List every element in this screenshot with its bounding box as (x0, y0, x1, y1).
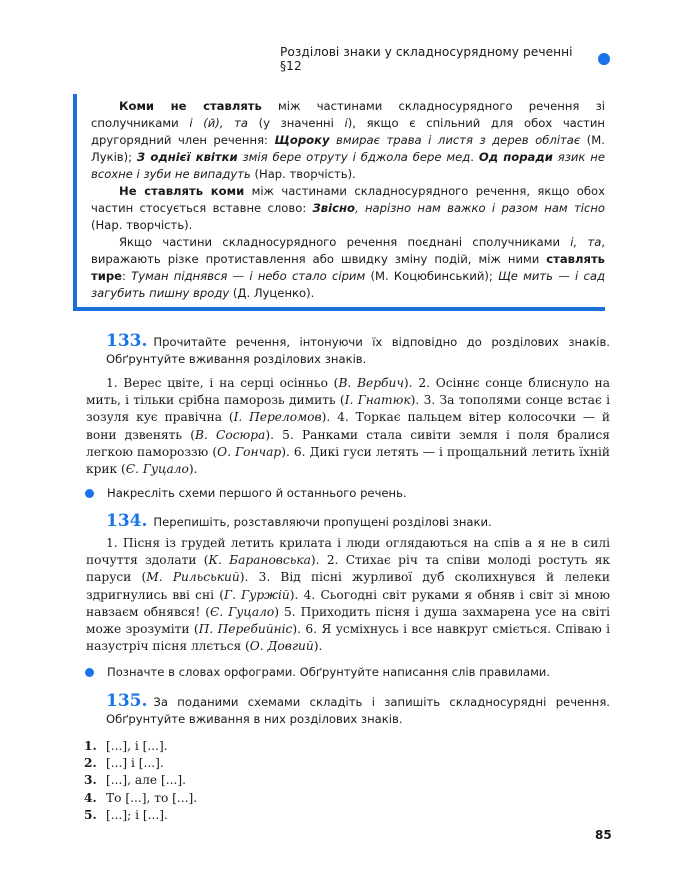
exercise-task (106, 513, 610, 531)
rule-paragraph-3 (91, 234, 605, 302)
scheme-item (84, 807, 197, 824)
exercise-133 (86, 331, 611, 478)
example-emphasis: Од поради (478, 150, 553, 164)
exercise-sentences (86, 375, 610, 478)
rule-text: між частинами складносурядного речення зі сполучниками (91, 99, 605, 130)
sentence-text: 2. Осіннє сонце блиснуло на мить, і тільки срібна паморозь димить ( (86, 376, 611, 408)
sentence-author: І. Переломов (233, 410, 322, 425)
sentence-author: О. Гончар (217, 444, 282, 459)
scheme-text: [...] і [...]. (106, 756, 164, 771)
scheme-text: [...]; і [...]. (106, 807, 168, 822)
page-number: 85 (595, 828, 612, 842)
exercise-number: 134. (106, 511, 148, 531)
sentence-text: 6. Я усміхнусь і все навкруг сміється. Співаю і назустріч пісня ллється ( (86, 622, 610, 654)
sentence-author: Є. Гуцало (210, 604, 275, 619)
sentence-text: 1. Пісня із грудей летить крилата і люди оглядаються на спів а я не в силі почуття здолати ( (86, 536, 610, 568)
sentence-author: П. Перебийніс (198, 622, 293, 637)
example-emphasis: Щороку (274, 133, 330, 147)
rule-paragraph-2 (91, 183, 605, 234)
scheme-list (84, 738, 197, 824)
sentence-author: Г. Гуржій (224, 587, 290, 602)
rule-text: (у значенні (247, 116, 345, 130)
sentence-author: І. Гнатюк (344, 393, 411, 408)
sentence-text: 5. Приходить пісня і душа захмарена усе на світі може зрозуміти ( (86, 604, 610, 637)
scheme-item (84, 738, 197, 755)
scheme-number: 1. (84, 739, 97, 753)
sentence-author: М. Рильський (146, 570, 240, 585)
rule-box (73, 94, 605, 311)
sentence-text: 6. Дикі гуси летять — і прощальний летить їхній крик ( (86, 444, 610, 477)
example-emphasis: Звісно (312, 201, 355, 215)
note-text: Накресліть схеми першого й останнього речень. (107, 486, 407, 500)
rule-text: (М. Луків); (91, 133, 605, 164)
rule-emphasis: ставлять тире (91, 252, 605, 283)
example-text: вмирає трава і листя з дерев облітає (329, 133, 581, 147)
sentence-text: 4. Сьогодні світ руками я обняв і світ зі мною навзаєм обнявся! ( (86, 587, 610, 619)
scheme-item (84, 772, 197, 789)
sentence-end: ) (274, 604, 284, 619)
sentence-end: ). (188, 462, 198, 477)
example-text: язик не всохне і зуби не випадуть (91, 150, 605, 181)
sentence-end: ). (265, 427, 283, 442)
scheme-text: [...], і [...]. (106, 739, 168, 753)
rule-text: : (122, 269, 132, 283)
sentence-text: 3. Від пісні журливої дуб сколихнувся й лелеки здригнулись вві сні ( (86, 570, 610, 602)
example-text: , нарізно нам важко і разом нам тісно (354, 201, 606, 215)
sentence-end: ). (281, 444, 294, 459)
exercise-134-note (85, 665, 550, 679)
sentence-author: О. Довгий (249, 639, 314, 654)
scheme-item (84, 790, 197, 807)
note-text: Позначте в словах орфограми. Обґрунтуйте написання слів правилами. (107, 665, 551, 679)
scheme-number: 5. (84, 807, 97, 822)
sentence-text: 2. Стихає річ та співи молоді ростуть як паруси ( (86, 553, 611, 585)
scheme-text: [...], але [...]. (106, 773, 186, 788)
exercise-task (106, 693, 610, 728)
rule-text: (Д. Луценко). (229, 286, 315, 300)
example-text: Ще мить — і сад загубить пишну вроду (91, 269, 605, 300)
sentence-author: В. Вербич (338, 376, 404, 390)
sentence-end: ). (310, 553, 327, 568)
bullet-dot-icon (85, 668, 94, 677)
example-text: Туман піднявся — і небо стало сірим (131, 269, 366, 283)
exercise-task-text: Прочитайте речення, інтонуючи їх відповідно до розділових знаків. Обґрунтуйте вживання розділових знаків. (106, 335, 610, 366)
scheme-number: 2. (84, 756, 97, 771)
exercise-task-text: За поданими схемами складіть і запишіть складносурядні речення. Обґрунтуйте вживання в них розділових знаків. (106, 695, 610, 726)
section-marker-dot-icon (598, 53, 610, 65)
rule-emphasis: Коми не ставлять (119, 99, 262, 113)
rule-text: між частинами складносурядного речення, якщо обох частин стосується вставне слово: (91, 184, 605, 215)
sentence-end: ). (292, 622, 306, 637)
sentence (106, 376, 418, 390)
sentence-end: ). (321, 410, 338, 425)
rule-text: . (470, 150, 479, 164)
exercise-task (106, 333, 610, 368)
sentence-end: ). (410, 393, 424, 408)
sentence-end: ). (289, 587, 304, 602)
example-text: змія бере отруту і бджола бере мед (237, 150, 471, 164)
rule-paragraph-1 (91, 98, 605, 183)
sentence-author: К. Барановська (208, 553, 311, 568)
scheme-item (84, 755, 197, 772)
rule-text: Якщо частини складносурядного речення поєднані сполучниками (119, 235, 571, 249)
sentence-author: Є. Гуцало (125, 462, 189, 477)
rule-italic: і, та (570, 235, 602, 249)
exercise-135 (106, 693, 610, 728)
bullet-dot-icon (85, 489, 94, 498)
scheme-number: 4. (84, 790, 97, 805)
rule-text: , виражають різке протиставлення або швидку зміну подій, між ними (91, 235, 606, 266)
rule-text: ), якщо є спільний для обох частин другорядний член речення: (91, 116, 606, 147)
rule-text: (Нар. творчість). (250, 167, 356, 181)
running-head (280, 45, 610, 73)
exercise-sentences (86, 535, 610, 655)
exercise-134 (86, 511, 611, 655)
sentence-text: 1. Верес цвіте, і на серці осінньо ( (106, 376, 339, 390)
rule-text: (Нар. творчість). (91, 218, 193, 232)
sentence-end: ). (313, 639, 323, 654)
rule-italic: і (344, 116, 348, 130)
sentence-text: 3. За тополями сонце встає і зозуля кує правічна ( (86, 393, 610, 425)
sentence-end: ). (239, 570, 259, 585)
rule-emphasis: Не ставлять коми (119, 184, 245, 198)
sentence-end: ). (403, 376, 419, 390)
exercise-133-note (85, 486, 407, 500)
exercise-number: 133. (106, 331, 148, 351)
rule-text: (М. Коцюбинський); (365, 269, 499, 283)
example-emphasis: З однієї квітки (136, 150, 238, 164)
sentence-text: 4. Торкає пальцем вітер колосочки — й вони дзвенять ( (86, 410, 610, 442)
scheme-text: То [...], то [...]. (106, 790, 198, 805)
section-title: Розділові знаки у складносурядному реченні §12 (280, 45, 573, 73)
rule-italic: і (й), та (189, 116, 248, 130)
exercise-number: 135. (106, 691, 148, 711)
sentence-text: 5. Ранками стала сивіти земля і поля бралися легкою памороззю ( (86, 427, 610, 459)
exercise-task-text: Перепишіть, розставляючи пропущені розділові знаки. (153, 515, 492, 529)
scheme-number: 3. (84, 773, 97, 788)
sentence-author: В. Сосюра (195, 427, 266, 442)
